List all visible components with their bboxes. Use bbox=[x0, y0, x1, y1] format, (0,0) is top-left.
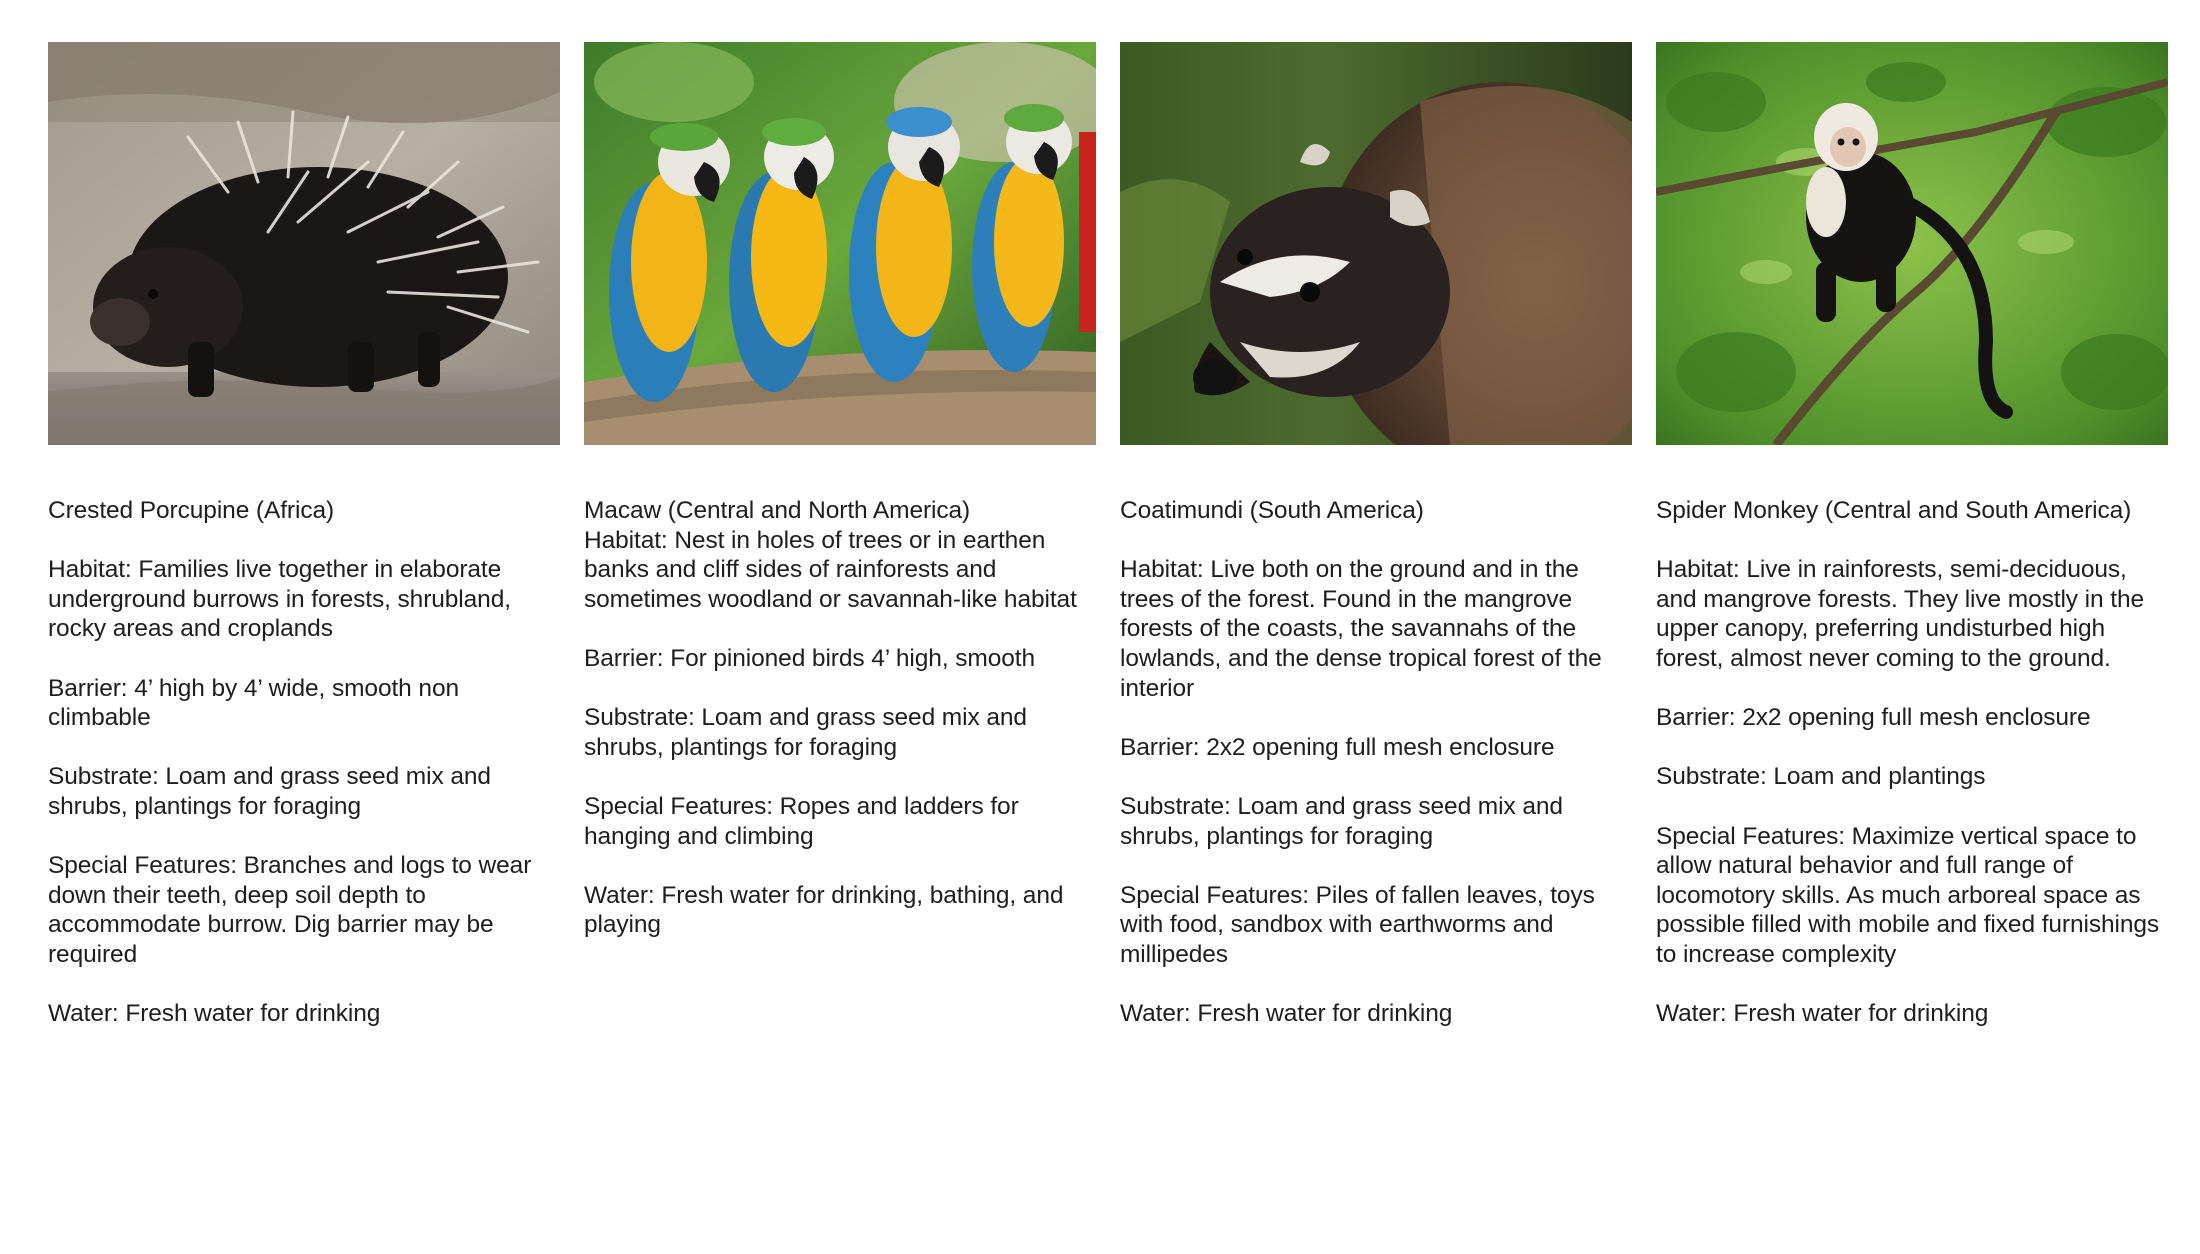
coatimundi-photo bbox=[1120, 42, 1632, 445]
porcupine-photo bbox=[48, 42, 560, 445]
barrier-text: Barrier: 2x2 opening full mesh enclosure bbox=[1656, 704, 2091, 732]
animal-card-macaw bbox=[584, 42, 1096, 970]
special-features-text: Special Features: Maximize vertical space to allow natural behavior and full range of locomotory skills. As much arboreal space as possible filled with mobile and fixed furnishings to increase complexity bbox=[1656, 822, 2160, 968]
animal-title: Spider Monkey (Central and South America) bbox=[1656, 497, 2132, 524]
substrate-text: Substrate: Loam and grass seed mix and shrubs, plantings for foraging bbox=[1120, 792, 1563, 850]
animal-card-porcupine bbox=[48, 42, 560, 1058]
macaw-info bbox=[584, 496, 1096, 940]
habitat-text: Habitat: Live both on the ground and in the trees of the forest. Found in the mangrove forests of the coasts, the savannahs of the lowlands, and the dense tropical forest of the interior bbox=[1120, 556, 1602, 702]
habitat-text: Habitat: Live in rainforests, semi-deciduous, and mangrove forests. They live mostly in the upper canopy, preferring undisturbed high forest, almost never coming to the ground. bbox=[1656, 556, 2145, 672]
water-text: Water: Fresh water for drinking bbox=[1656, 1000, 1989, 1028]
special-features-text: Special Features: Ropes and ladders for hanging and climbing bbox=[584, 792, 1019, 850]
animal-title: Coatimundi (South America) bbox=[1120, 497, 1424, 524]
substrate-text: Substrate: Loam and plantings bbox=[1656, 763, 1986, 791]
animal-card-coatimundi bbox=[1120, 42, 1632, 1058]
animal-title: Crested Porcupine (Africa) bbox=[48, 497, 335, 524]
barrier-text: Barrier: For pinioned birds 4’ high, smooth bbox=[584, 644, 1035, 672]
animal-card-spider-monkey bbox=[1656, 42, 2168, 1058]
special-features-text: Special Features: Piles of fallen leaves, toys with food, sandbox with earthworms and millipedes bbox=[1120, 881, 1595, 968]
barrier-text: Barrier: 2x2 opening full mesh enclosure bbox=[1120, 733, 1555, 761]
habitat-text: Habitat: Families live together in elaborate underground burrows in forests, shrubland, rocky areas and croplands bbox=[48, 556, 511, 643]
porcupine-info bbox=[48, 496, 560, 1029]
spider-monkey-info bbox=[1656, 496, 2168, 1029]
special-features-text: Special Features: Branches and logs to wear down their teeth, deep soil depth to accommodate burrow. Dig barrier may be required bbox=[48, 852, 532, 968]
barrier-text: Barrier: 4’ high by 4’ wide, smooth non climbable bbox=[48, 674, 459, 732]
animal-title: Macaw (Central and North America) bbox=[584, 497, 971, 524]
water-text: Water: Fresh water for drinking bbox=[48, 1000, 381, 1028]
substrate-text: Substrate: Loam and grass seed mix and shrubs, plantings for foraging bbox=[48, 763, 491, 820]
habitat-text: Habitat: Nest in holes of trees or in earthen banks and cliff sides of rainforests and sometimes woodland or savannah-like habitat bbox=[584, 526, 1077, 613]
coatimundi-info bbox=[1120, 496, 1632, 1029]
water-text: Water: Fresh water for drinking bbox=[1120, 1000, 1453, 1028]
macaw-photo bbox=[584, 42, 1096, 445]
water-text: Water: Fresh water for drinking, bathing, and playing bbox=[584, 881, 1064, 939]
substrate-text: Substrate: Loam and grass seed mix and shrubs, plantings for foraging bbox=[584, 704, 1027, 761]
spider-monkey-photo bbox=[1656, 42, 2168, 445]
